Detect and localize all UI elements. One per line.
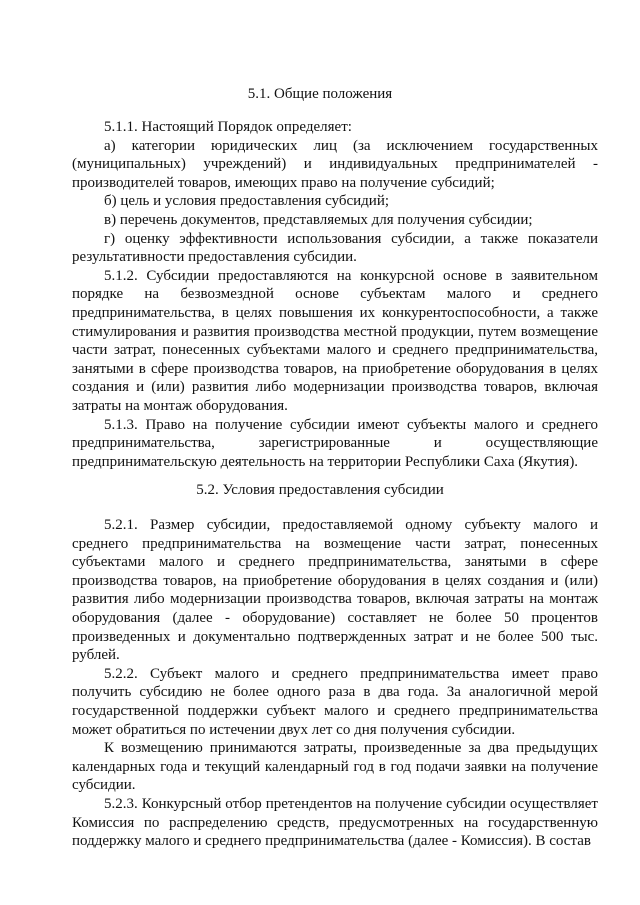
section-general-provisions-body — [72, 118, 598, 471]
paragraph-5-2-1: 5.2.1. Размер субсидии, предоставляемой одному субъекту малого и среднего предпринимательства на возмещение части затрат, понесенных субъектами малого и среднего предпринимательства, занятыми в сфере производства товаров, на приобретение оборудования в целях создания и (или) развития либо модернизации производства товаров, включая затраты на монтаж оборудования (далее - оборудование) составляет не более 50 процентов произведенных и документально подтвержденных затрат и не более 500 тыс. рублей. — [72, 517, 598, 664]
paragraph-5-1-1: 5.1.1. Настоящий Порядок определяет: — [104, 119, 352, 135]
paragraph-5-2-2: 5.2.2. Субъект малого и среднего предпринимательства имеет право получить субсидию не более одного раза в два года. За аналогичной мерой государственной поддержки субъект малого и среднего предпринимательства может обратиться по истечении двух лет со дня получения субсидии. — [72, 665, 598, 738]
list-item-b: б) цель и условия предоставления субсидий; — [104, 193, 390, 210]
section-heading-subsidy-conditions: 5.2. Условия предоставления субсидии — [196, 482, 444, 498]
section-subsidy-conditions-body — [72, 516, 598, 851]
section-heading-general-provisions: 5.1. Общие положения — [247, 86, 393, 102]
list-item-a: а) категории юридических лиц (за исключением государственных (муниципальных) учреждений) и индивидуальных предпринимателей - производителей товаров, имеющих право на получение субсидий; — [72, 137, 598, 191]
paragraph-reimbursable-costs: К возмещению принимаются затраты, произведенные за два предыдущих календарных года и текущий календарный год в год подачи заявки на получение субсидии. — [72, 740, 598, 794]
paragraph-5-2-3: 5.2.3. Конкурсный отбор претендентов на получение субсидии осуществляет Комиссия по распределению средств, предусмотренных на государственную поддержку малого и среднего предпринимательства (далее - Комиссия). В состав — [72, 795, 598, 850]
paragraph-5-1-3: 5.1.3. Право на получение субсидии имеют субъекты малого и среднего предпринимательства, зарегистрированные и осуществляющие предпринимательскую деятельность на территории Республики Саха (Якутия). — [72, 416, 598, 470]
list-item-v: в) перечень документов, представляемых для получения субсидии; — [104, 211, 533, 228]
paragraph-5-1-2: 5.1.2. Субсидии предоставляются на конкурсной основе в заявительном порядке на безвозмездной основе субъектам малого и среднего предпринимательства, в целях повышения их конкурентоспособности, а также стимулирования и развития производства местной продукции, путем возмещение части затрат, понесенных субъектами малого и среднего предпринимательства, занятыми в сфере производства товаров, на приобретение оборудования в целях создания и (или) развития либо модернизации производства товаров, включая затраты на монтаж оборудования. — [72, 267, 598, 414]
list-item-g: г) оценку эффективности использования субсидии, а также показатели результативности предоставления субсидии. — [72, 230, 598, 266]
